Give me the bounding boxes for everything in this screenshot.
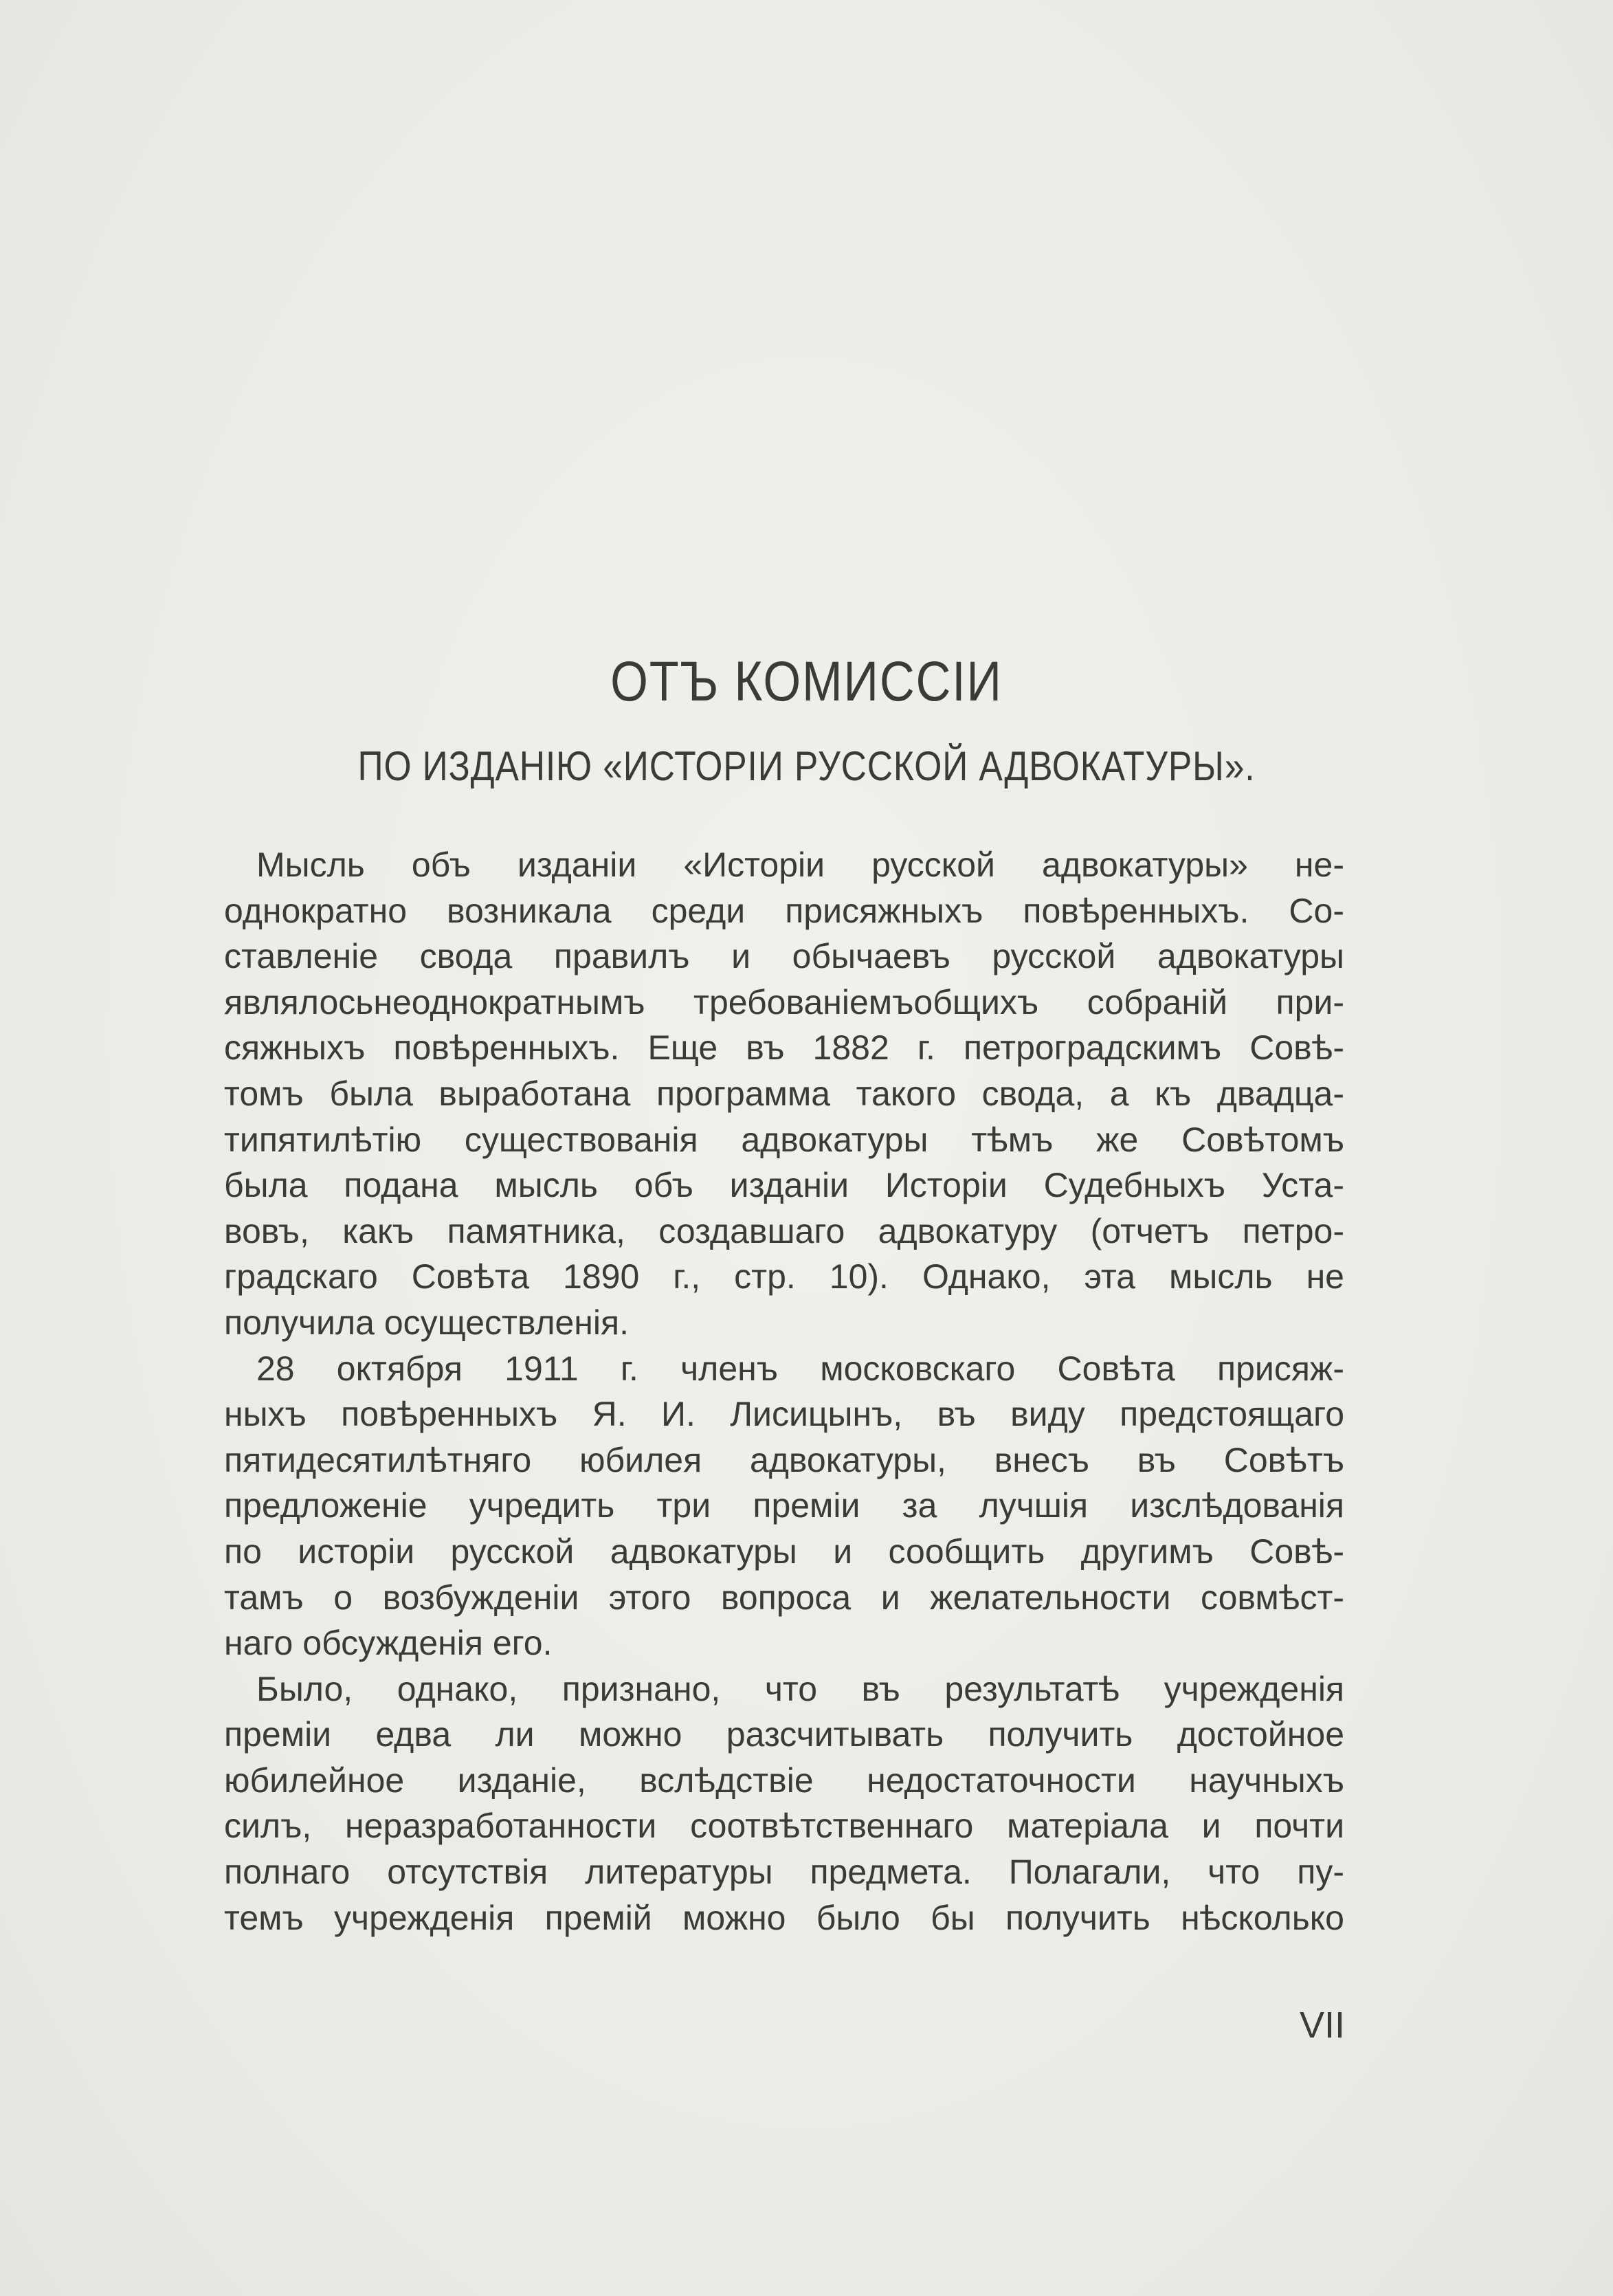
text-line: получила осуществленія. [224,1303,629,1342]
text-line: преміи едва ли можно разсчитывать получить достойное [224,1715,1344,1754]
text-line: являлосьнеоднократнымъ требованіемъобщихъ собраній при- [224,982,1344,1022]
text-line: по исторіи русской адвокатуры и сообщить другимъ Совѣ- [224,1532,1344,1571]
text-line: силъ, неразработанности соотвѣтственнаго матеріала и почти [224,1807,1344,1846]
text-line: однократно возникала среди присяжныхъ повѣренныхъ. Со- [224,891,1344,930]
text-line: юбилейное изданіе, вслѣдствіе недостаточности научныхъ [224,1760,1344,1800]
text-line: была подана мысль объ изданіи Исторіи Судебныхъ Уста- [224,1166,1344,1205]
text-line: ныхъ повѣренныхъ Я. И. Лисицынъ, въ виду предстоящаго [224,1395,1344,1434]
text-line: вовъ, какъ памятника, создавшаго адвокатуру (отчетъ петро- [224,1211,1344,1250]
text-line: полнаго отсутствія литературы предмета. Полагали, что пу- [224,1853,1344,1892]
paragraph [224,842,1344,1346]
body-text [224,842,1344,1941]
text-line: Было, однако, признано, что въ результатѣ учрежденія [256,1669,1344,1708]
page-number: VII [1299,2005,1345,2046]
page-subtitle: ПО ИЗДАНІЮ «ИСТОРІИ РУССКОЙ АДВОКАТУРЫ». [357,743,1256,789]
page-title: ОТЪ КОМИССІИ [610,650,1003,713]
text-line: сяжныхъ повѣренныхъ. Еще въ 1882 г. петроградскимъ Совѣ- [224,1028,1344,1068]
text-line: градскаго Совѣта 1890 г., стр. 10). Однако, эта мысль не [224,1257,1344,1296]
text-line: наго обсужденія его. [224,1624,553,1663]
text-line: тамъ о возбужденіи этого вопроса и желательности совмѣст- [224,1578,1344,1617]
text-line: томъ была выработана программа такого свода, а къ двадца- [224,1074,1344,1113]
text-line: 28 октября 1911 г. членъ московскаго Совѣта присяж- [256,1349,1344,1388]
text-line: типятилѣтію существованія адвокатуры тѣмъ же Совѣтомъ [224,1120,1344,1159]
text-line: темъ учрежденія премій можно было бы получить нѣсколько [224,1898,1344,1937]
paragraph [224,1666,1344,1941]
text-line: Мысль объ изданіи «Исторіи русской адвокатуры» не- [256,846,1344,884]
text-line: пятидесятилѣтняго юбилея адвокатуры, внесъ въ Совѣтъ [224,1440,1344,1479]
paragraph [224,1346,1344,1666]
text-line: ставленіе свода правилъ и обычаевъ русской адвокатуры [224,937,1344,976]
text-line: предложеніе учредить три преміи за лучшія изслѣдованія [224,1486,1344,1525]
